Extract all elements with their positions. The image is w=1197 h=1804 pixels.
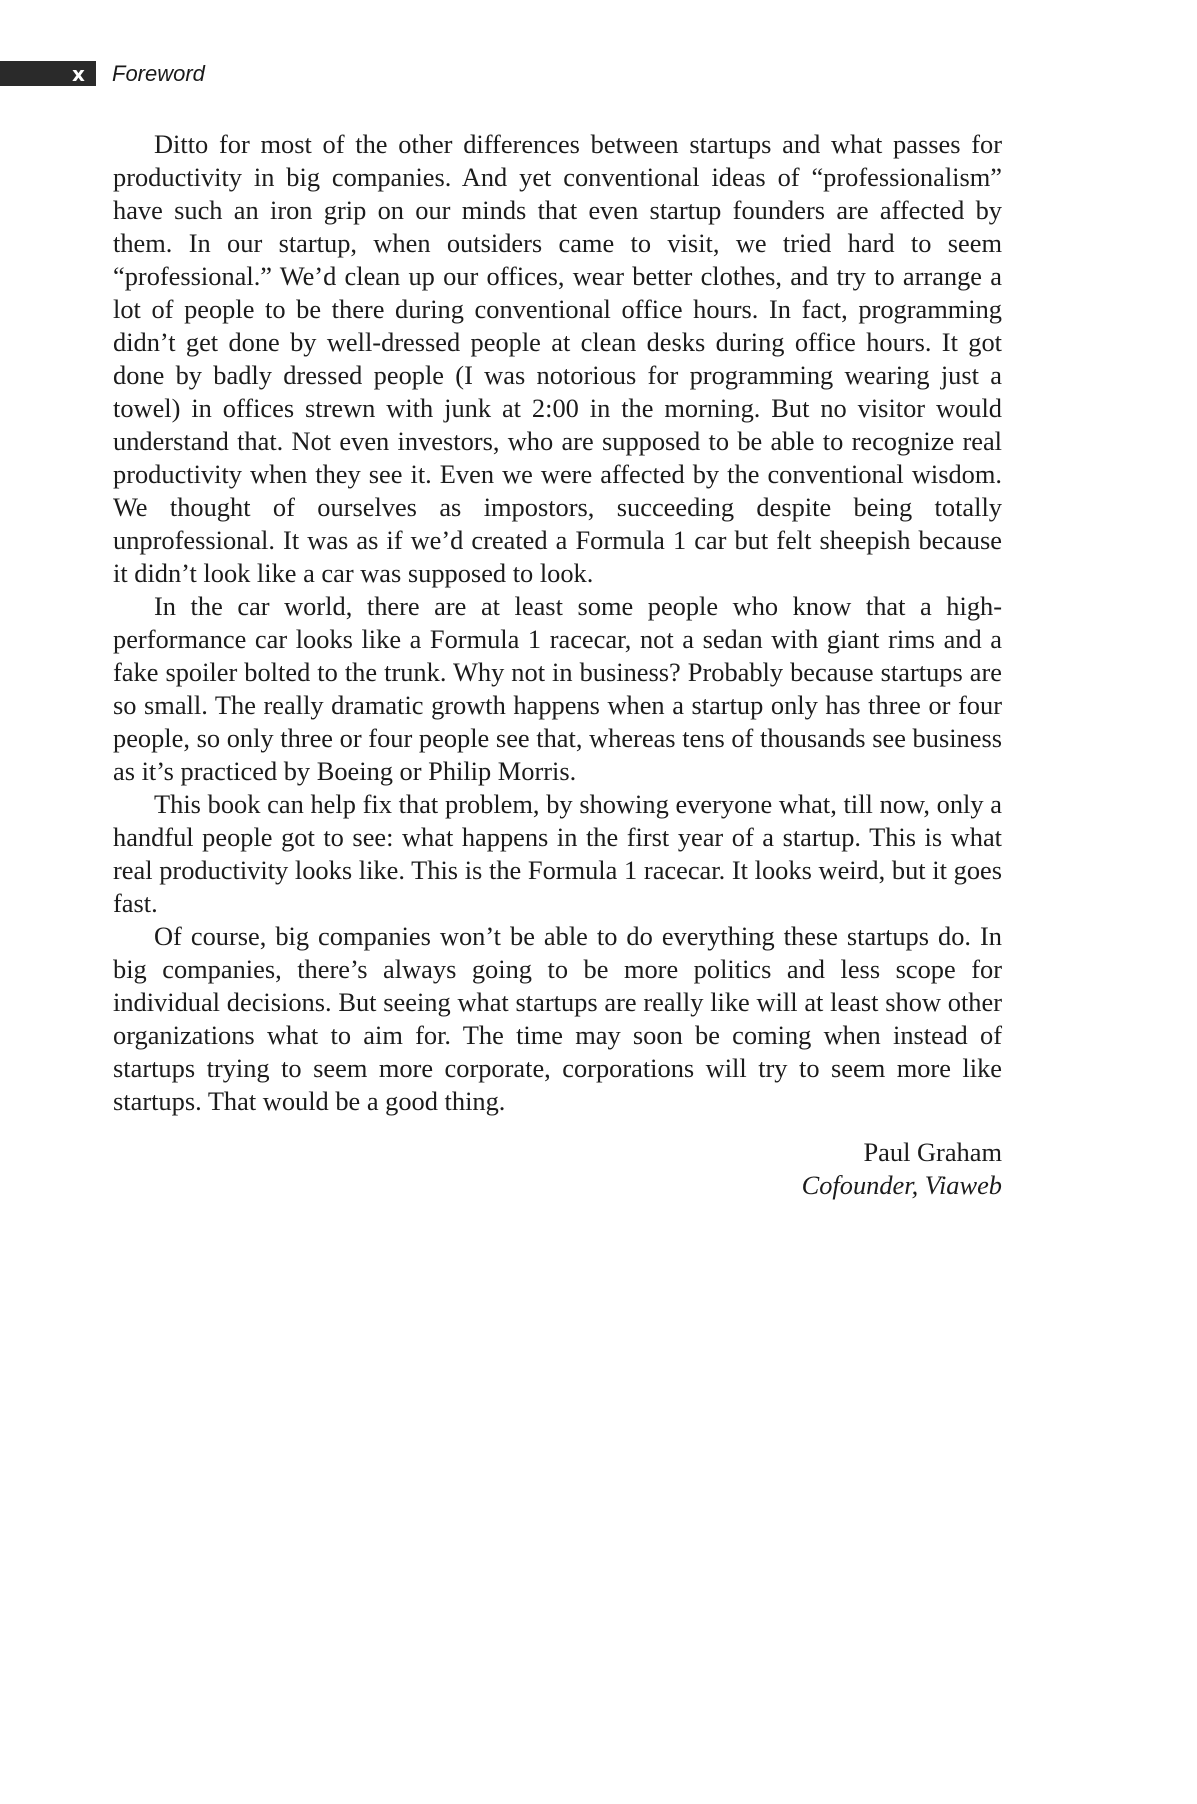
author-name: Paul Graham <box>863 1137 1002 1167</box>
foreword-body <box>113 128 1002 1118</box>
paragraph: Of course, big companies won’t be able to do everything these startups do. In big companies, there’s always going to be more politics and less scope for individual decisions. But seeing what startups are really like will at least show other organizations what to aim for. The time may soon be coming when instead of startups trying to seem more corporate, corporations will try to seem more like startups. That would be a good thing. <box>113 921 1002 1116</box>
page-number-tab <box>0 61 96 86</box>
author-title: Cofounder, Viaweb <box>801 1170 1002 1200</box>
page-number: x <box>72 62 85 86</box>
paragraph: This book can help fix that problem, by showing everyone what, till now, only a handful people got to see: what happens in the first year of a startup. This is what real productivity looks like. This is the Formula 1 racecar. It looks weird, but it goes fast. <box>113 789 1002 918</box>
signature-block <box>560 1136 1002 1202</box>
running-head: Foreword <box>112 61 205 86</box>
page-header <box>0 59 600 88</box>
paragraph: In the car world, there are at least some people who know that a high-performance car looks like a Formula 1 racecar, not a sedan with giant rims and a fake spoiler bolted to the trunk. Why not in business? Probably because startups are so small. The really dramatic growth happens when a startup only has three or four people, so only three or four people see that, whereas tens of thousands see business as it’s practiced by Boeing or Philip Morris. <box>113 591 1002 786</box>
paragraph: Ditto for most of the other differences between startups and what passes for productivity in big companies. And yet conventional ideas of “professionalism” have such an iron grip on our minds that even startup founders are affected by them. In our startup, when outsiders came to visit, we tried hard to seem “professional.” We’d clean up our offices, wear better clothes, and try to arrange a lot of people to be there during conventional office hours. In fact, programming didn’t get done by well-dressed people at clean desks during office hours. It got done by badly dressed people (I was notorious for programming wearing just a towel) in offices strewn with junk at 2:00 in the morning. But no visitor would understand that. Not even investors, who are supposed to be able to recognize real productivity when they see it. Even we were affected by the conventional wisdom. We thought of ourselves as impostors, succeeding despite being totally unprofessional. It was as if we’d created a Formula 1 car but felt sheepish because it didn’t look like a car was supposed to look. <box>113 129 1002 588</box>
